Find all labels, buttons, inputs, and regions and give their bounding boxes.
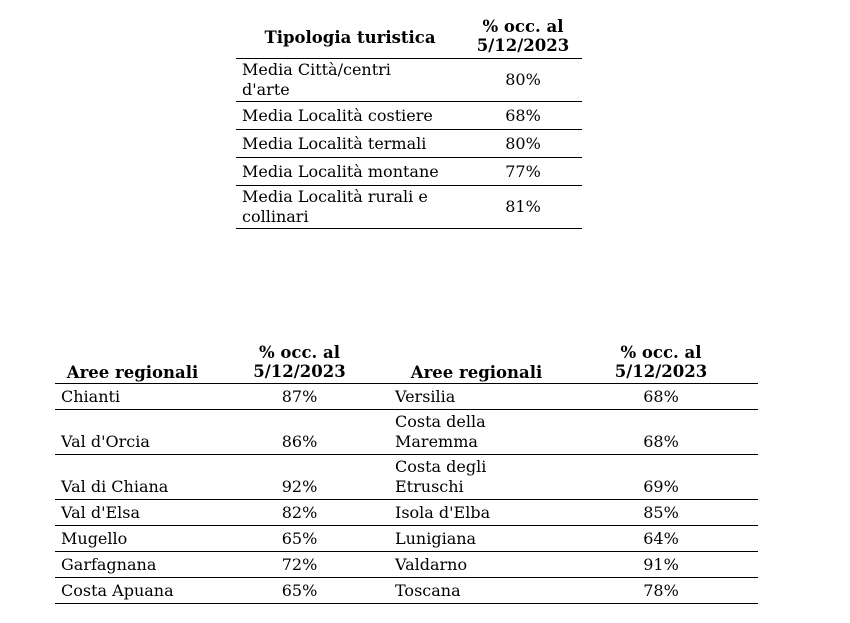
left-area: Costa Apuana: [55, 578, 210, 604]
left-area: Chianti: [55, 384, 210, 410]
table-row: [55, 384, 758, 410]
row-value: 68%: [464, 102, 582, 130]
left-value: 72%: [210, 552, 389, 578]
left-area: Mugello: [55, 526, 210, 552]
header-occupancy-line1: % occ. al: [482, 17, 564, 36]
tourism-type-table: [236, 14, 582, 229]
row-label: Media Località costiere: [236, 102, 464, 130]
right-area-line2: Maremma: [395, 432, 478, 451]
row-value: 80%: [464, 59, 582, 102]
right-area-line1: Costa della: [395, 412, 486, 431]
right-area: Valdarno: [389, 552, 564, 578]
row-label-line1: Media Località rurali e: [242, 187, 428, 206]
left-value: 92%: [210, 455, 389, 500]
header-occupancy-line2: 5/12/2023: [476, 36, 570, 55]
header-occupancy-line1: % occ. al: [259, 343, 340, 362]
left-area: Val di Chiana: [55, 455, 210, 500]
right-value: 91%: [564, 552, 758, 578]
left-value: 65%: [210, 526, 389, 552]
header-occupancy-right: [564, 341, 758, 384]
table-row: [55, 578, 758, 604]
left-area: Val d'Orcia: [55, 410, 210, 455]
right-area: [389, 410, 564, 455]
left-value: 65%: [210, 578, 389, 604]
header-area-right: Aree regionali: [389, 341, 564, 384]
left-area: Garfagnana: [55, 552, 210, 578]
left-value: 87%: [210, 384, 389, 410]
table-row: [236, 130, 582, 158]
right-area-line2: Etruschi: [395, 477, 464, 496]
right-value: 69%: [564, 455, 758, 500]
row-label: Media Località termali: [236, 130, 464, 158]
right-value: 68%: [564, 384, 758, 410]
right-area: Toscana: [389, 578, 564, 604]
right-area: Versilia: [389, 384, 564, 410]
table-row: [55, 500, 758, 526]
table-row: [55, 455, 758, 500]
row-label: Media Località montane: [236, 158, 464, 186]
table-row: [55, 410, 758, 455]
table-header-row: [236, 14, 582, 59]
right-area: Isola d'Elba: [389, 500, 564, 526]
right-value: 78%: [564, 578, 758, 604]
row-label-line2: collinari: [242, 207, 309, 226]
header-tipologia: Tipologia turistica: [236, 14, 464, 59]
row-value: 77%: [464, 158, 582, 186]
left-area: Val d'Elsa: [55, 500, 210, 526]
table-row: [236, 102, 582, 130]
right-value: 85%: [564, 500, 758, 526]
header-area-left: Aree regionali: [55, 341, 210, 384]
table-header-row: [55, 341, 758, 384]
table-row: [55, 526, 758, 552]
row-value: 80%: [464, 130, 582, 158]
row-label-line2: d'arte: [242, 80, 290, 99]
header-occupancy-line1: % occ. al: [620, 343, 702, 362]
row-value: 81%: [464, 186, 582, 229]
right-area-line1: Costa degli: [395, 457, 487, 476]
table-row: [236, 186, 582, 229]
right-value: 64%: [564, 526, 758, 552]
left-value: 86%: [210, 410, 389, 455]
header-occupancy: [464, 14, 582, 59]
regional-areas-table: [55, 341, 758, 604]
right-value: 68%: [564, 410, 758, 455]
right-area: Lunigiana: [389, 526, 564, 552]
header-occupancy-line2: 5/12/2023: [614, 362, 708, 381]
header-occupancy-line2: 5/12/2023: [253, 362, 346, 381]
table-row: [55, 552, 758, 578]
header-occupancy-left: [210, 341, 389, 384]
row-label: [236, 59, 464, 102]
right-area: [389, 455, 564, 500]
table-row: [236, 59, 582, 102]
row-label: [236, 186, 464, 229]
row-label-line1: Media Città/centri: [242, 60, 391, 79]
table-row: [236, 158, 582, 186]
left-value: 82%: [210, 500, 389, 526]
